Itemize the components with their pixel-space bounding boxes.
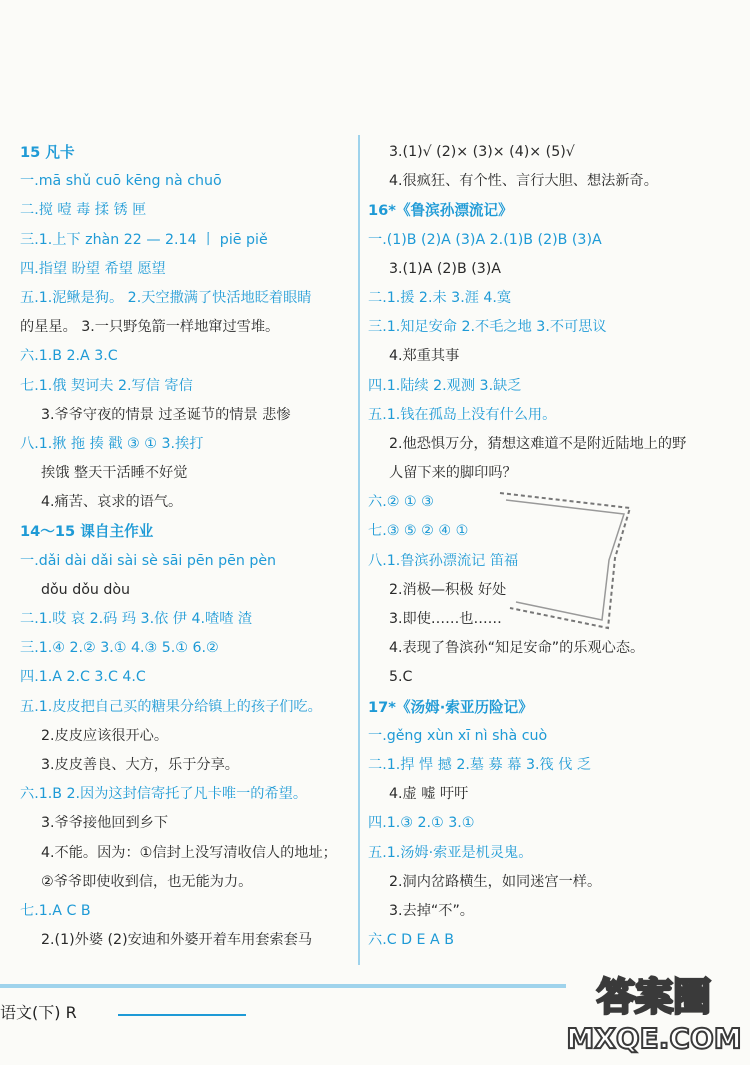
right-answer-line: 三.1.知足安命 2.不毛之地 3.不可思议 <box>368 319 607 336</box>
left-answer-line: 八.1.揪 拖 揍 戳 ③ ① 3.挨打 <box>20 435 204 452</box>
left-answer-line: 六.1.B 2.因为这封信寄托了凡卡唯一的希望。 <box>20 786 308 803</box>
column-divider <box>358 135 360 965</box>
left-answer-line: 挨饿 整天干活睡不好觉 <box>41 465 188 482</box>
site-logo <box>566 968 742 1056</box>
stamp-outline-icon <box>490 488 670 638</box>
right-answer-line: 5.C <box>389 669 413 686</box>
left-answer-line: ②爷爷即使收到信，也无能为力。 <box>41 873 253 890</box>
footer-underline <box>118 1014 246 1016</box>
left-answer-line: 七.1.俄 契诃夫 2.写信 寄信 <box>20 377 193 394</box>
right-answer-line: 五.1.钱在孤岛上没有什么用。 <box>368 406 557 423</box>
right-answer-line: 八.1.鲁滨孙漂流记 笛福 <box>368 552 519 569</box>
right-answer-line: 四.1.③ 2.① 3.① <box>368 815 475 832</box>
left-answer-line: 五.1.泥鳅是狗。 2.天空撒满了快活地眨着眼睛 <box>20 289 312 306</box>
right-answer-line: 3.去掉“不”。 <box>389 902 474 919</box>
right-answer-line: 4.很疯狂、有个性、言行大胆、想法新奇。 <box>389 173 658 190</box>
left-answer-line: dǒu dǒu dòu <box>41 581 131 598</box>
right-answer-line: 人留下来的脚印吗？ <box>389 465 517 482</box>
left-answer-line: 14～15 课自主作业 <box>20 523 154 541</box>
left-answer-line: 4.痛苦、哀求的语气。 <box>41 494 183 511</box>
right-answer-line: 六.② ① ③ <box>368 494 434 511</box>
footer-text: 语文(下) R <box>0 1003 77 1022</box>
right-answer-line: 2.洞内岔路横生，如同迷宫一样。 <box>389 873 602 890</box>
left-answer-line: 3.爷爷接他回到乡下 <box>41 815 169 832</box>
right-answer-line: 四.1.陆续 2.观测 3.缺乏 <box>368 377 522 394</box>
right-answer-line: 16*《鲁滨孙漂流记》 <box>368 202 513 220</box>
right-answer-line: 4.郑重其事 <box>389 348 460 365</box>
right-answer-line: 七.③ ⑤ ② ④ ① <box>368 523 469 540</box>
right-answer-line: 4.表现了鲁滨孙“知足安命”的乐观心态。 <box>389 640 645 657</box>
right-answer-line: 一.gěng xùn xī nì shà cuò <box>368 727 548 744</box>
right-answer-line: 二.1.援 2.未 3.涯 4.寞 <box>368 289 512 306</box>
logo-top-text: 答案圈 <box>596 975 712 1019</box>
left-answer-line: 四.1.A 2.C 3.C 4.C <box>20 669 146 686</box>
left-answer-line: 七.1.A C B <box>20 902 91 919</box>
left-answer-line: 二.1.哎 哀 2.码 玛 3.依 伊 4.喳喳 渣 <box>20 611 253 627</box>
left-answer-line: 一.mā shǔ cuō kēng nà chuō <box>20 173 222 190</box>
logo-bottom-text: MXQE.COM <box>566 1022 742 1055</box>
left-answer-line: 二.搅 噎 毒 揉 锈 匣 <box>20 202 147 219</box>
left-answer-line: 一.dǎi dài dǎi sài sè sāi pēn pēn pèn <box>20 552 277 569</box>
left-answer-line: 四.指望 盼望 希望 愿望 <box>20 260 166 277</box>
right-answer-line: 二.1.捍 悍 撼 2.墓 募 幕 3.筏 伐 乏 <box>368 756 592 773</box>
left-column <box>20 138 352 955</box>
left-answer-line: 4.不能。因为：①信封上没写清收信人的地址； <box>41 844 337 861</box>
bottom-rule <box>0 984 566 988</box>
right-answer-line: 3.即使……也…… <box>389 611 502 627</box>
left-answer-line: 15 凡卡 <box>20 144 75 161</box>
left-answer-line: 3.爷爷守夜的情景 过圣诞节的情景 悲惨 <box>41 406 291 423</box>
right-answer-line: 五.1.汤姆·索亚是机灵鬼。 <box>368 844 533 861</box>
left-answer-line: 三.1.④ 2.② 3.① 4.③ 5.① 6.② <box>20 640 219 657</box>
left-answer-line: 2.(1)外婆 (2)安迪和外婆开着车用套索套马 <box>41 932 313 949</box>
left-answer-line: 2.皮皮应该很开心。 <box>41 727 169 744</box>
right-answer-line: 3.(1)A (2)B (3)A <box>389 260 501 277</box>
right-answer-line: 2.他恐惧万分，猜想这难道不是附近陆地上的野 <box>389 435 687 452</box>
right-answer-line: 六.C D E A B <box>368 932 454 949</box>
left-answer-line: 六.1.B 2.A 3.C <box>20 348 118 365</box>
right-answer-line: 17*《汤姆·索亚历险记》 <box>368 698 533 716</box>
right-answer-line: 3.(1)√ (2)× (3)× (4)× (5)√ <box>389 144 575 160</box>
left-answer-line: 三.1.上下 zhàn 22 — 2.14 丨 piē piě <box>20 231 268 248</box>
left-answer-line: 五.1.皮皮把自己买的糖果分给镇上的孩子们吃。 <box>20 698 322 715</box>
right-answer-line: 4.虚 嘘 吁吁 <box>389 786 469 803</box>
left-answer-line: 3.皮皮善良、大方，乐于分享。 <box>41 756 239 773</box>
right-answer-line: 一.(1)B (2)A (3)A 2.(1)B (2)B (3)A <box>368 231 602 248</box>
right-answer-line: 2.消极—积极 好处 <box>389 581 507 598</box>
left-answer-line: 的星星。 3.一只野兔箭一样地窜过雪堆。 <box>20 319 280 336</box>
